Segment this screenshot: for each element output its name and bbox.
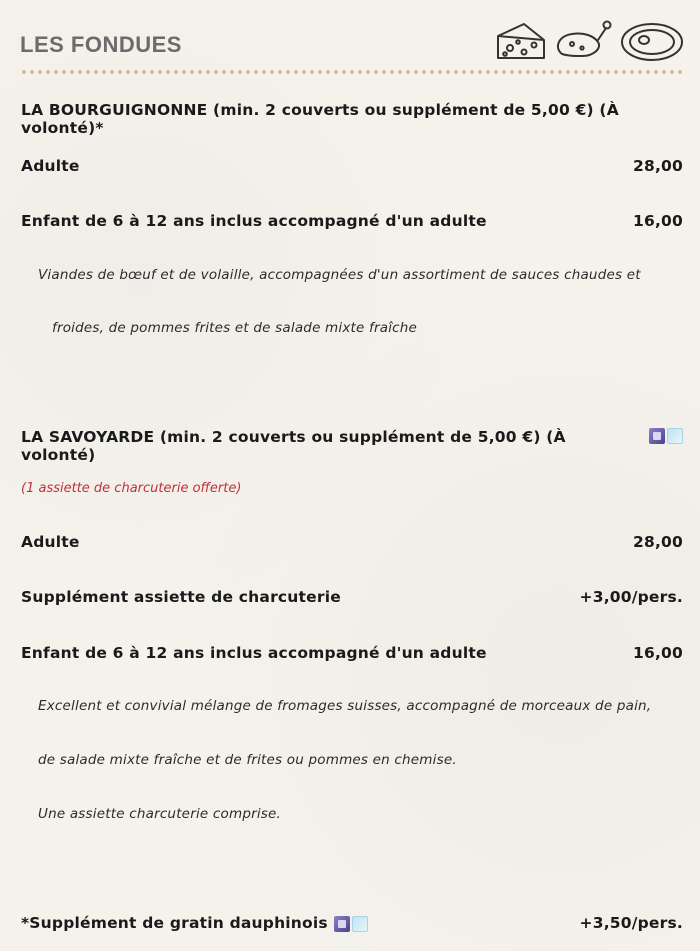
- header-icons: [494, 14, 684, 66]
- ham-icon: [558, 22, 611, 57]
- bourguignonne-heading: [21, 101, 683, 137]
- savoyarde-row-enfant: [21, 644, 683, 662]
- bourguignonne-row-enfant: [21, 212, 683, 230]
- savoyarde-heading: [21, 428, 683, 464]
- row-label: Supplément assiette de charcuterie: [21, 588, 341, 606]
- row-label: Enfant de 6 à 12 ans inclus accompagné d'un adulte: [21, 212, 487, 230]
- bourguignonne-description-line1: Viandes de bœuf et de volaille, accompagnées d'un assortiment de sauces chaudes et: [38, 267, 641, 283]
- supplement-label-group: [21, 914, 368, 932]
- savoyarde-description-line2: de salade mixte fraîche et de frites ou pommes en chemise.: [38, 752, 457, 768]
- row-price: 16,00: [632, 644, 683, 662]
- cheese-icon: [498, 24, 544, 58]
- dotted-divider: [20, 70, 682, 74]
- row-price: 16,00: [632, 212, 683, 230]
- supplement-price: +3,50/pers.: [579, 914, 683, 932]
- savoyarde-description-line3: Une assiette charcuterie comprise.: [38, 806, 282, 822]
- steak-icon: [622, 24, 682, 60]
- savoyarde-row-adulte: [21, 533, 683, 551]
- savoyarde-heading-text: LA SAVOYARDE (min. 2 couverts ou supplément de 5,00 €) (À volonté): [21, 428, 566, 464]
- vegetarian-badge-icon: [334, 916, 368, 932]
- row-price: 28,00: [632, 157, 683, 175]
- bourguignonne-description-line2: froides, de pommes frites et de salade mixte fraîche: [52, 320, 418, 336]
- savoyarde-note: (1 assiette de charcuterie offerte): [21, 481, 242, 496]
- vegetarian-badge-icon: [649, 428, 683, 444]
- savoyarde-description-line1: Excellent et convivial mélange de fromages suisses, accompagné de morceaux de pain,: [38, 698, 652, 714]
- bourguignonne-heading-text: LA BOURGUIGNONNE (min. 2 couverts ou supplément de 5,00 €) (À volonté)*: [21, 101, 619, 137]
- row-label: Enfant de 6 à 12 ans inclus accompagné d'un adulte: [21, 644, 487, 662]
- row-label: Adulte: [21, 157, 80, 175]
- row-label: Adulte: [21, 533, 80, 551]
- savoyarde-row-charcuterie: [21, 588, 683, 606]
- page-title: LES FONDUES: [20, 32, 182, 57]
- supplement-row: [21, 914, 683, 932]
- row-price: +3,00/pers.: [579, 588, 683, 606]
- row-price: 28,00: [632, 533, 683, 551]
- supplement-label: *Supplément de gratin dauphinois: [21, 914, 328, 932]
- bourguignonne-row-adulte: [21, 157, 683, 175]
